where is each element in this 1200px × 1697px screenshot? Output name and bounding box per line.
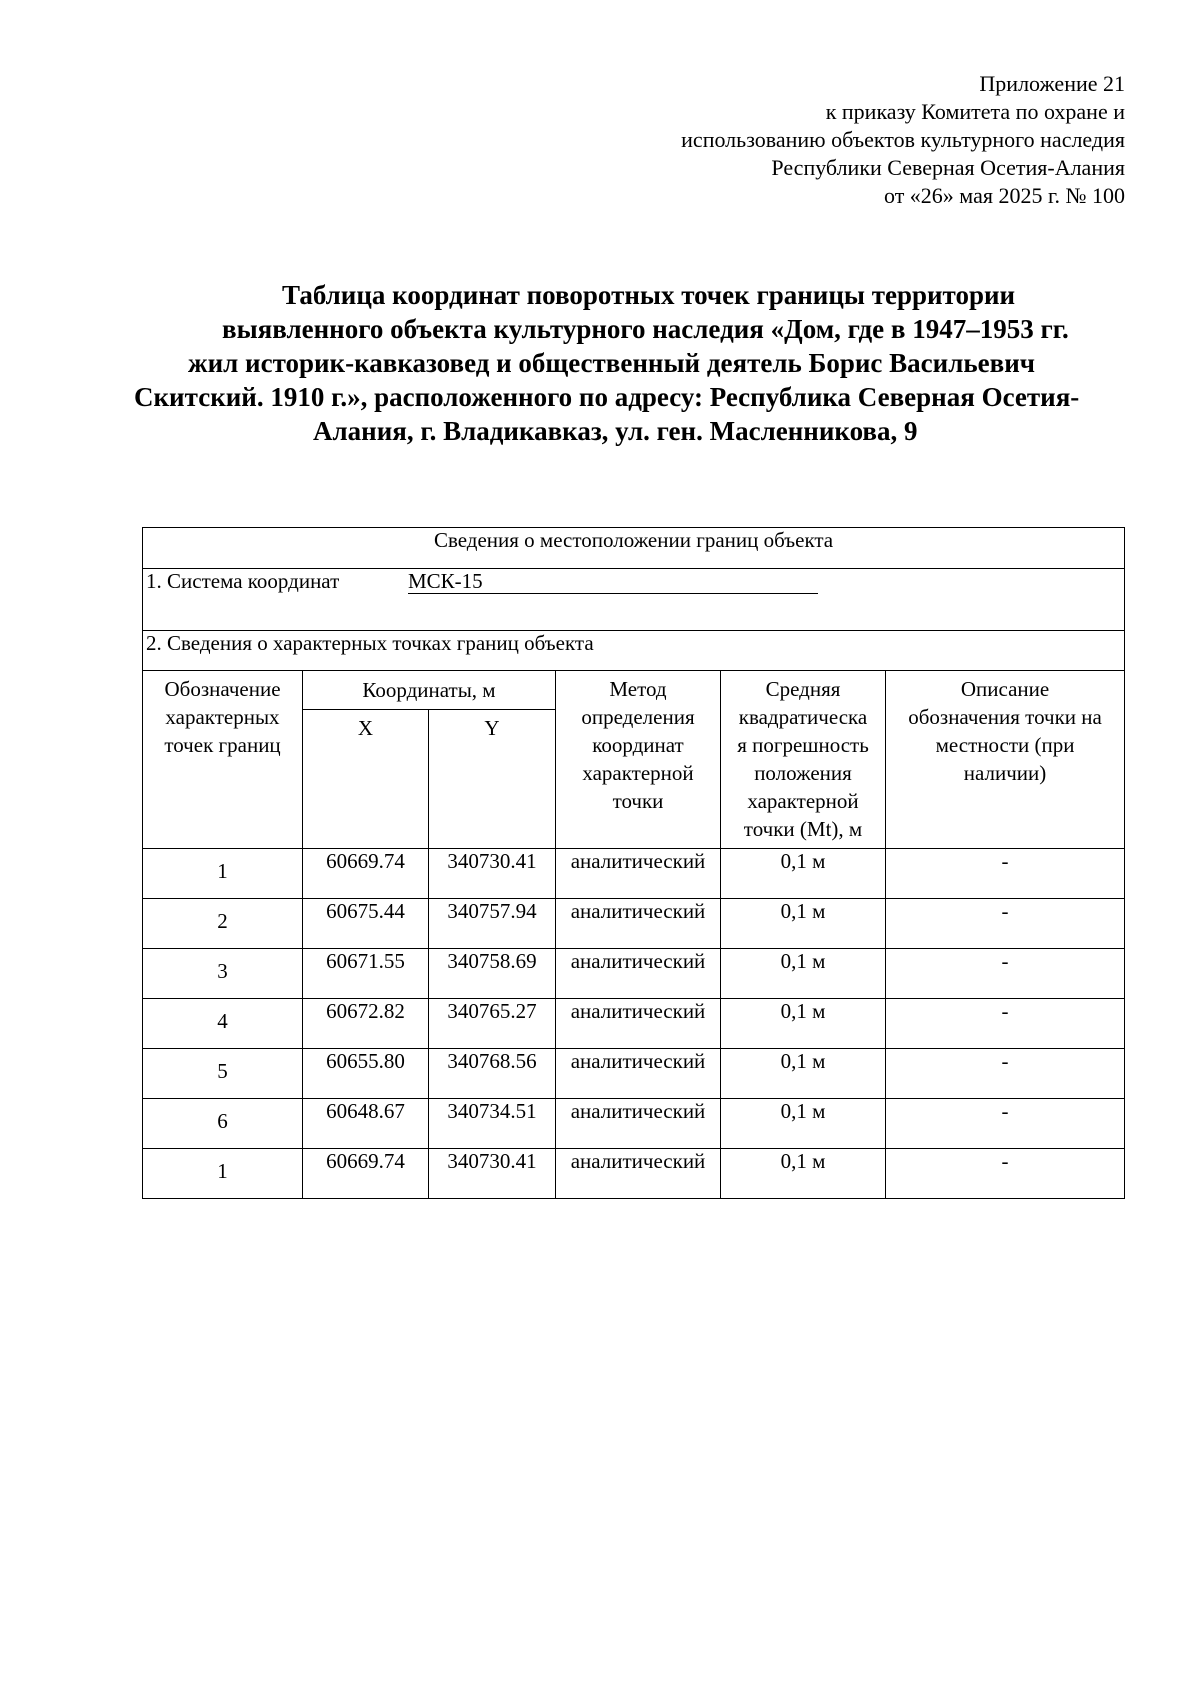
col-header-description xyxy=(886,671,1125,849)
header-text: Обозначение xyxy=(164,677,281,701)
header-text: положения xyxy=(754,761,852,785)
header-text: Средняя xyxy=(765,677,841,701)
coord-y: 340765.27 xyxy=(429,999,556,1049)
header-text: характерной xyxy=(582,761,694,785)
error: 0,1 м xyxy=(721,1099,886,1149)
coord-y: 340768.56 xyxy=(429,1049,556,1099)
method: аналитический xyxy=(556,1049,721,1099)
col-header-designation xyxy=(143,671,303,849)
table-row xyxy=(143,849,1125,899)
header-text: характерных xyxy=(165,705,280,729)
description: - xyxy=(886,899,1125,949)
point-number: 5 xyxy=(143,1049,303,1099)
appendix-line: от «26» мая 2025 г. № 100 xyxy=(883,183,1125,208)
table-row xyxy=(143,1149,1125,1199)
appendix-line: Республики Северная Осетия-Алания xyxy=(771,155,1125,180)
table-row xyxy=(143,999,1125,1049)
appendix-header xyxy=(681,70,1125,210)
header-text: характерной xyxy=(747,789,859,813)
method: аналитический xyxy=(556,999,721,1049)
error: 0,1 м xyxy=(721,999,886,1049)
points-heading: 2. Сведения о характерных точках границ объекта xyxy=(143,631,1125,671)
header-text: Описание xyxy=(960,677,1050,701)
table-heading: Сведения о местоположении границ объекта xyxy=(143,528,1125,569)
coordinate-system-value: МСК-15 xyxy=(408,569,818,594)
method: аналитический xyxy=(556,1149,721,1199)
coord-x: 60669.74 xyxy=(303,849,429,899)
col-header-coords: Координаты, м xyxy=(303,671,556,710)
coord-x: 60675.44 xyxy=(303,899,429,949)
header-text: определения xyxy=(581,705,695,729)
description: - xyxy=(886,1049,1125,1099)
point-number: 4 xyxy=(143,999,303,1049)
document-title xyxy=(110,278,1150,448)
error: 0,1 м xyxy=(721,849,886,899)
header-text: точек границ xyxy=(164,733,281,757)
col-header-x: X xyxy=(303,710,429,849)
col-header-y: Y xyxy=(429,710,556,849)
title-line: Таблица координат поворотных точек границы территории xyxy=(282,280,1016,310)
title-line: жил историк-кавказовед и общественный деятель Борис Васильевич xyxy=(188,348,1035,378)
table-row xyxy=(143,1099,1125,1149)
title-line: Алания, г. Владикавказ, ул. ген. Масленникова, 9 xyxy=(313,416,918,446)
title-line: Скитский. 1910 г.», расположенного по адресу: Республика Северная Осетия- xyxy=(134,382,1080,412)
coord-x: 60648.67 xyxy=(303,1099,429,1149)
col-header-error xyxy=(721,671,886,849)
error: 0,1 м xyxy=(721,1149,886,1199)
method: аналитический xyxy=(556,849,721,899)
coordinates-table xyxy=(142,527,1125,1199)
point-number: 6 xyxy=(143,1099,303,1149)
point-number: 1 xyxy=(143,849,303,899)
coord-y: 340730.41 xyxy=(429,1149,556,1199)
coord-y: 340734.51 xyxy=(429,1099,556,1149)
point-number: 3 xyxy=(143,949,303,999)
table-row xyxy=(143,899,1125,949)
method: аналитический xyxy=(556,899,721,949)
header-text: точки (Mt), м xyxy=(743,817,863,841)
error: 0,1 м xyxy=(721,899,886,949)
point-number: 2 xyxy=(143,899,303,949)
appendix-line: Приложение 21 xyxy=(979,71,1125,96)
description: - xyxy=(886,849,1125,899)
point-number: 1 xyxy=(143,1149,303,1199)
description: - xyxy=(886,1149,1125,1199)
header-text: координат xyxy=(592,733,684,757)
error: 0,1 м xyxy=(721,1049,886,1099)
coord-x: 60671.55 xyxy=(303,949,429,999)
table-row xyxy=(143,949,1125,999)
coord-y: 340757.94 xyxy=(429,899,556,949)
coordinate-system-label: 1. Система координат xyxy=(146,569,340,593)
header-text: я погрешность xyxy=(737,733,869,757)
title-line: выявленного объекта культурного наследия «Дом, где в 1947–1953 гг. xyxy=(222,314,1069,344)
coord-y: 340730.41 xyxy=(429,849,556,899)
coord-x: 60655.80 xyxy=(303,1049,429,1099)
col-header-method xyxy=(556,671,721,849)
description: - xyxy=(886,999,1125,1049)
coordinate-system-row xyxy=(143,569,1125,631)
description: - xyxy=(886,949,1125,999)
error: 0,1 м xyxy=(721,949,886,999)
coord-x: 60672.82 xyxy=(303,999,429,1049)
header-text: обозначения точки на xyxy=(908,705,1102,729)
table-row xyxy=(143,1049,1125,1099)
coord-x: 60669.74 xyxy=(303,1149,429,1199)
header-text: наличии) xyxy=(963,761,1047,785)
header-text: квадратическа xyxy=(738,705,868,729)
header-text: Метод xyxy=(609,677,667,701)
method: аналитический xyxy=(556,949,721,999)
method: аналитический xyxy=(556,1099,721,1149)
appendix-line: использованию объектов культурного наследия xyxy=(681,127,1125,152)
header-text: точки xyxy=(612,789,664,813)
header-text: местности (при xyxy=(935,733,1075,757)
description: - xyxy=(886,1099,1125,1149)
coord-y: 340758.69 xyxy=(429,949,556,999)
appendix-line: к приказу Комитета по охране и xyxy=(825,99,1125,124)
